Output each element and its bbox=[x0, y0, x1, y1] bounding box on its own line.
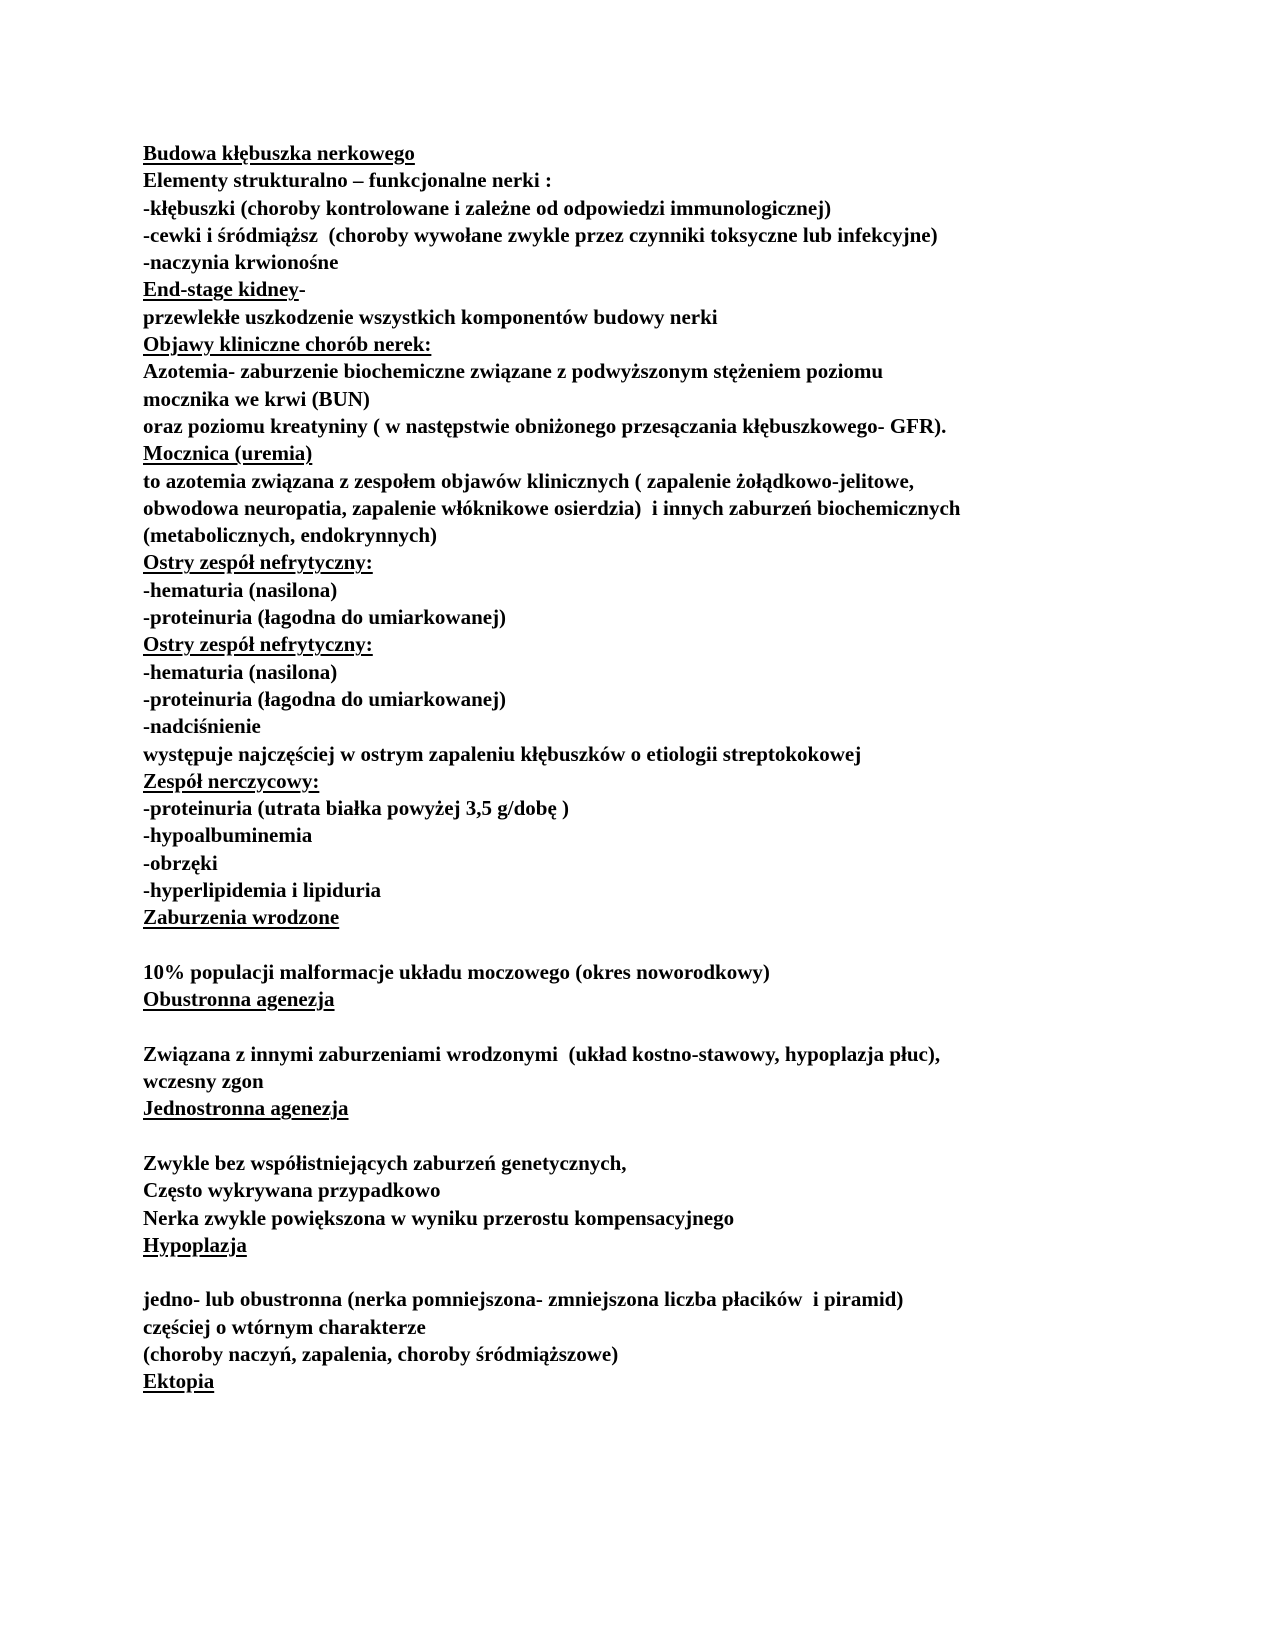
underlined-heading-text: End-stage kidney bbox=[143, 277, 299, 302]
heading-line bbox=[143, 549, 1153, 576]
text-segment: -hypoalbuminemia bbox=[143, 823, 313, 848]
text-segment: (choroby naczyń, zapalenia, choroby śródmiąższowe) bbox=[143, 1342, 619, 1367]
text-line bbox=[143, 1286, 1153, 1313]
heading-line bbox=[143, 768, 1153, 795]
text-segment: jedno- lub obustronna (nerka pomniejszona- zmniejszona liczba płacików i piramid) bbox=[143, 1287, 904, 1312]
heading-line bbox=[143, 140, 1153, 167]
text-segment: częściej o wtórnym charakterze bbox=[143, 1314, 426, 1339]
underlined-heading-text: Ostry zespół nefrytyczny: bbox=[143, 550, 373, 575]
text-line bbox=[143, 1068, 1153, 1095]
text-line bbox=[143, 1314, 1153, 1341]
text-line bbox=[143, 167, 1153, 194]
text-segment: oraz poziomu kreatyniny ( w następstwie obniżonego przesączania kłębuszkowego- GFR). bbox=[143, 413, 947, 438]
text-segment: Azotemia- zaburzenie biochemiczne związane z podwyższonym stężeniem poziomu bbox=[143, 359, 884, 384]
text-segment: obwodowa neuropatia, zapalenie włóknikowe osierdzia) i innych zaburzeń biochemicznych bbox=[143, 495, 961, 520]
text-line bbox=[143, 358, 1153, 385]
underlined-heading-text: Obustronna agenezja bbox=[143, 987, 335, 1012]
text-line bbox=[143, 932, 1153, 959]
text-line bbox=[143, 795, 1153, 822]
text-line bbox=[143, 522, 1153, 549]
text-line bbox=[143, 659, 1153, 686]
text-line bbox=[143, 959, 1153, 986]
document-page bbox=[143, 140, 1153, 1396]
text-segment: -proteinuria (utrata białka powyżej 3,5 g/dobę ) bbox=[143, 796, 570, 821]
text-segment: -nadciśnienie bbox=[143, 714, 261, 739]
underlined-heading-text: Ektopia bbox=[143, 1369, 215, 1394]
text-line bbox=[143, 1177, 1153, 1204]
text-line bbox=[143, 249, 1153, 276]
underlined-heading-text: Objawy kliniczne chorób nerek: bbox=[143, 332, 432, 357]
text-line bbox=[143, 577, 1153, 604]
text-line bbox=[143, 413, 1153, 440]
text-line bbox=[143, 386, 1153, 413]
text-line bbox=[143, 850, 1153, 877]
text-line bbox=[143, 1123, 1153, 1150]
text-segment: Związana z innymi zaburzeniami wrodzonymi (układ kostno-stawowy, hypoplazja płuc), bbox=[143, 1041, 941, 1066]
text-line bbox=[143, 195, 1153, 222]
text-line bbox=[143, 222, 1153, 249]
text-segment: -cewki i śródmiąższ (choroby wywołane zwykle przez czynniki toksyczne lub infekcyjne) bbox=[143, 222, 938, 247]
underlined-heading-text: Jednostronna agenezja bbox=[143, 1096, 349, 1121]
text-line bbox=[143, 1150, 1153, 1177]
text-segment: -obrzęki bbox=[143, 850, 218, 875]
text-line bbox=[143, 468, 1153, 495]
text-line bbox=[143, 1205, 1153, 1232]
underlined-heading-text: Hypoplazja bbox=[143, 1232, 247, 1257]
text-segment: przewlekłe uszkodzenie wszystkich komponentów budowy nerki bbox=[143, 304, 718, 329]
text-segment: Nerka zwykle powiększona w wyniku przerostu kompensacyjnego bbox=[143, 1205, 735, 1230]
heading-line bbox=[143, 1232, 1153, 1259]
underlined-heading-text: Zaburzenia wrodzone bbox=[143, 905, 340, 930]
text-segment: Elementy strukturalno – funkcjonalne nerki : bbox=[143, 168, 552, 193]
text-segment: to azotemia związana z zespołem objawów klinicznych ( zapalenie żołądkowo-jelitowe, bbox=[143, 468, 915, 493]
text-segment: Często wykrywana przypadkowo bbox=[143, 1178, 441, 1203]
text-line bbox=[143, 686, 1153, 713]
heading-line bbox=[143, 440, 1153, 467]
text-line bbox=[143, 822, 1153, 849]
text-line bbox=[143, 1341, 1153, 1368]
text-segment: -proteinuria (łagodna do umiarkowanej) bbox=[143, 605, 507, 630]
text-line bbox=[143, 1014, 1153, 1041]
document-body bbox=[143, 140, 1153, 1396]
text-line bbox=[143, 713, 1153, 740]
text-line bbox=[143, 495, 1153, 522]
text-segment: -proteinuria (łagodna do umiarkowanej) bbox=[143, 686, 507, 711]
text-segment: wczesny zgon bbox=[143, 1069, 264, 1094]
text-line bbox=[143, 604, 1153, 631]
underlined-heading-text: Budowa kłębuszka nerkowego bbox=[143, 141, 415, 165]
heading-line bbox=[143, 631, 1153, 658]
text-segment: -hematuria (nasilona) bbox=[143, 577, 338, 602]
text-segment: występuje najczęściej w ostrym zapaleniu kłębuszków o etiologii streptokokowej bbox=[143, 741, 862, 766]
underlined-heading-text: Zespół nerczycowy: bbox=[143, 768, 320, 793]
heading-line bbox=[143, 1368, 1153, 1395]
text-segment: mocznika we krwi (BUN) bbox=[143, 386, 370, 411]
text-segment: - bbox=[298, 277, 306, 302]
text-segment: Zwykle bez współistniejących zaburzeń genetycznych, bbox=[143, 1150, 627, 1175]
text-segment: 10% populacji malformacje układu moczowego (okres noworodkowy) bbox=[143, 959, 770, 984]
text-segment: (metabolicznych, endokrynnych) bbox=[143, 523, 437, 548]
underlined-heading-text: Mocznica (uremia) bbox=[143, 441, 313, 466]
text-line bbox=[143, 877, 1153, 904]
heading-line bbox=[143, 904, 1153, 931]
heading-line bbox=[143, 331, 1153, 358]
heading-line bbox=[143, 986, 1153, 1013]
underlined-heading-text: Ostry zespół nefrytyczny: bbox=[143, 632, 373, 657]
text-segment: -hyperlipidemia i lipiduria bbox=[143, 878, 382, 903]
text-line bbox=[143, 1259, 1153, 1286]
text-segment: -kłębuszki (choroby kontrolowane i zależne od odpowiedzi immunologicznej) bbox=[143, 195, 832, 220]
heading-line bbox=[143, 1095, 1153, 1122]
heading-line bbox=[143, 276, 1153, 303]
text-segment: -naczynia krwionośne bbox=[143, 250, 339, 275]
text-line bbox=[143, 741, 1153, 768]
text-line bbox=[143, 304, 1153, 331]
text-line bbox=[143, 1041, 1153, 1068]
text-segment: -hematuria (nasilona) bbox=[143, 659, 338, 684]
